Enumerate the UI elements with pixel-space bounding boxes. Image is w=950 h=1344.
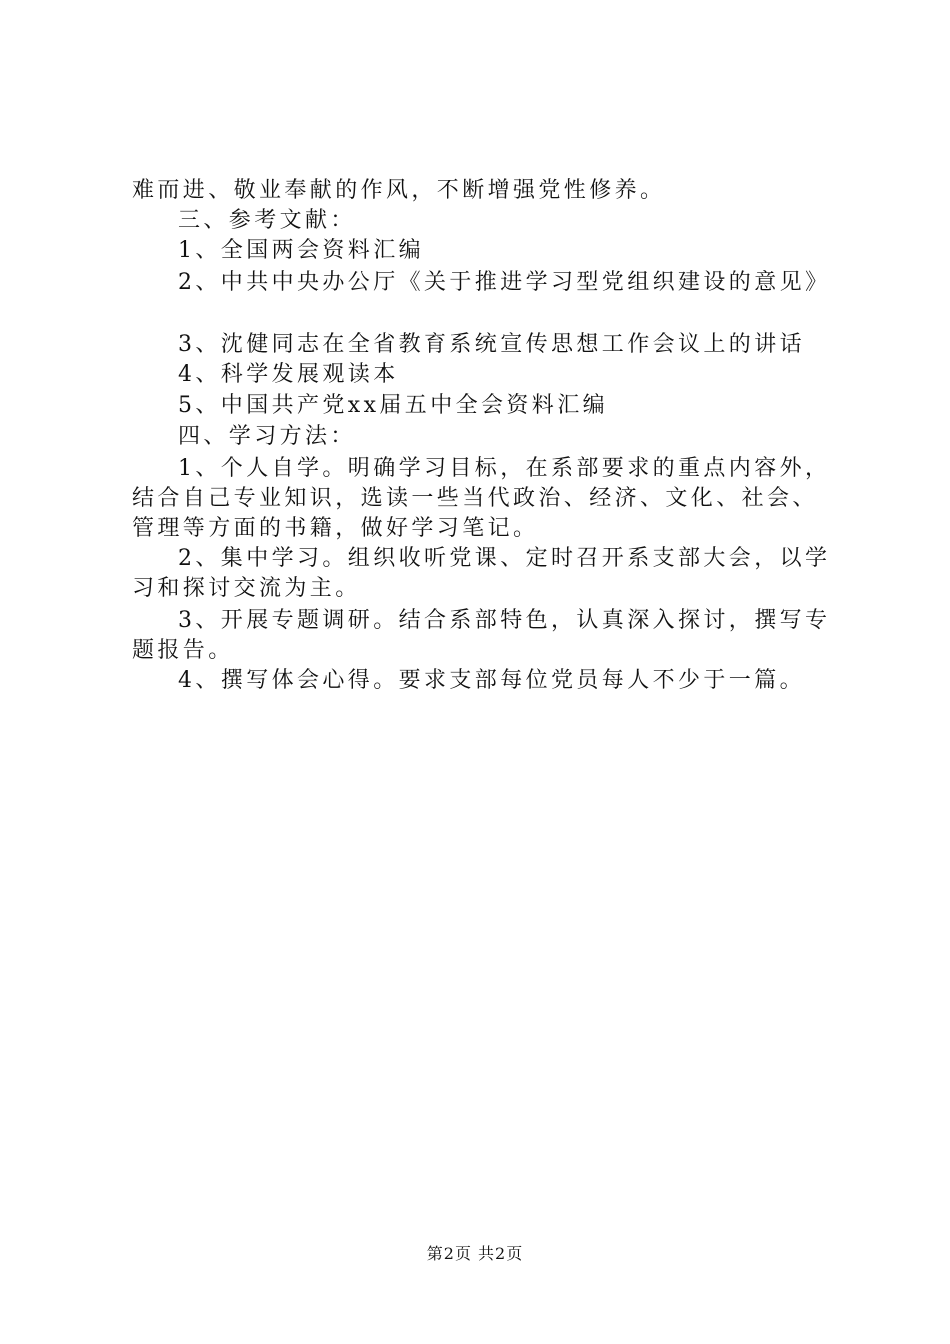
reference-item: 3、沈健同志在全省教育系统宣传思想工作会议上的讲话 <box>178 332 805 357</box>
paragraph-line: 1、个人自学。明确学习目标，在系部要求的重点内容外， <box>178 456 831 481</box>
paragraph-line: 习和探讨交流为主。 <box>132 576 361 601</box>
paragraph-line: 结合自己专业知识，选读一些当代政治、经济、文化、社会、 <box>132 486 818 511</box>
paragraph-line: 难而进、敬业奉献的作风，不断增强党性修养。 <box>132 178 666 203</box>
reference-item: 5、中国共产党xx届五中全会资料汇编 <box>178 393 609 418</box>
reference-item: 1、全国两会资料汇编 <box>178 238 424 263</box>
paragraph-line: 3、开展专题调研。结合系部特色，认真深入探讨，撰写专 <box>178 608 831 633</box>
paragraph-line: 管理等方面的书籍，做好学习笔记。 <box>132 516 539 541</box>
paragraph-line: 题报告。 <box>132 638 234 663</box>
paragraph-line: 4、撰写体会心得。要求支部每位党员每人不少于一篇。 <box>178 668 805 693</box>
reference-item: 4、科学发展观读本 <box>178 362 399 387</box>
section-heading-references: 三、参考文献： <box>178 208 356 233</box>
paragraph-line: 2、集中学习。组织收听党课、定时召开系支部大会，以学 <box>178 546 831 571</box>
section-heading-methods: 四、学习方法： <box>178 424 356 449</box>
page-footer: 第2页 共2页 <box>426 1244 524 1263</box>
reference-item: 2、中共中央办公厅《关于推进学习型党组织建设的意见》 <box>178 270 831 295</box>
